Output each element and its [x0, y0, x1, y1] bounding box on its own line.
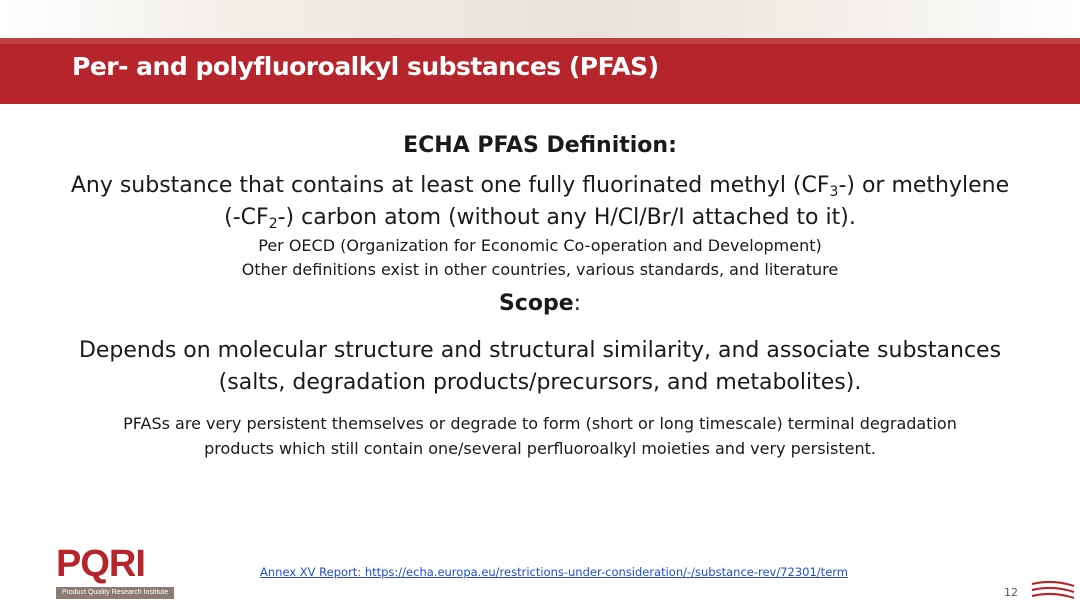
page-number: 12 — [1004, 586, 1018, 599]
definition-note-other: Other definitions exist in other countries, various standards, and literature — [241, 260, 839, 279]
definition-line-1: Any substance that contains at least one fully fluorinated methyl $(CF_3-)$ or methylene — [70, 173, 1010, 200]
persistence-paragraph-2: products which still contain one/several perfluoroalkyl moieties and very persistent. — [204, 439, 876, 458]
pqri-logo: PQRI — [56, 543, 145, 585]
top-decorative-strip — [0, 0, 1080, 38]
slide-title: Per- and polyfluoroalkyl substances (PFAS) — [72, 52, 659, 81]
scope-line-1: Depends on molecular structure and structural similarity, and associate substances — [78, 338, 1002, 363]
pqri-logo-tagline: Product Quality Research Institute — [56, 587, 174, 599]
reference-link[interactable]: Annex XV Report: https://echa.europa.eu/restrictions-under-consideration/-/substance-rev/72301/term — [260, 565, 848, 579]
scope-heading: Scope: — [498, 291, 582, 316]
persistence-paragraph-1: PFASs are very persistent themselves or degrade to form (short or long timescale) terminal degradation — [123, 414, 957, 433]
definition-note-oecd: Per OECD (Organization for Economic Co-operation and Development) — [258, 236, 822, 255]
definition-heading: ECHA PFAS Definition: — [403, 133, 677, 158]
scope-line-2: (salts, degradation products/precursors, and metabolites). — [218, 370, 862, 395]
waves-logo-icon — [1030, 578, 1076, 604]
definition-line-2: $(-CF_2-)$ carbon atom (without any H/Cl/Br/I attached to it). — [224, 205, 856, 232]
